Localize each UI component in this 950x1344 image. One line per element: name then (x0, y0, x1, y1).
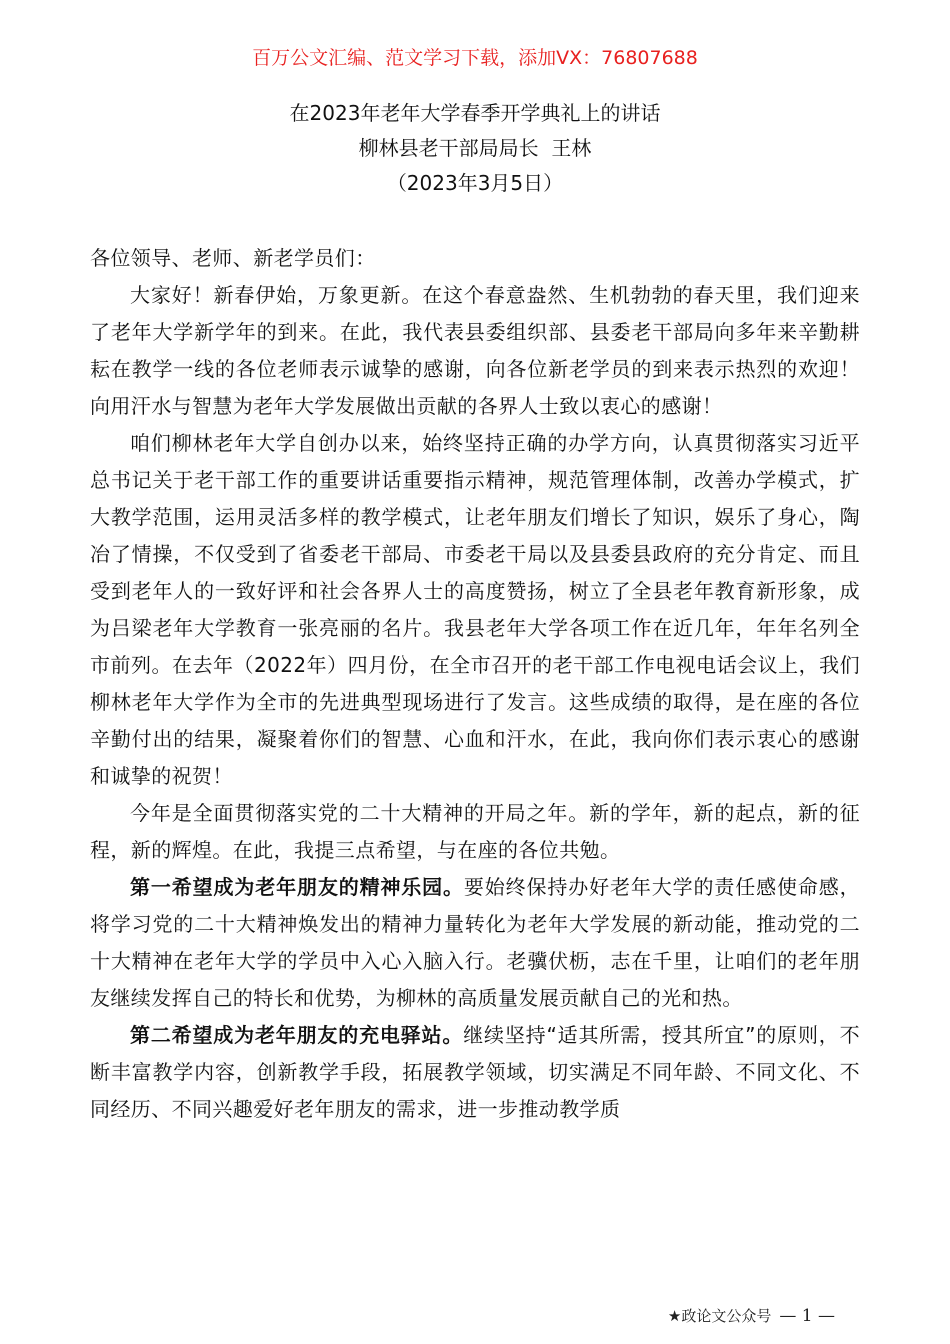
paragraph-3: 今年是全面贯彻落实党的二十大精神的开局之年。新的学年，新的起点，新的征程，新的辉煌。在此，我提三点希望，与在座的各位共勉。 (90, 801, 860, 862)
paragraph-5 (90, 1017, 860, 1128)
salutation: 各位领导、老师、新老学员们： (90, 246, 376, 270)
title-block (0, 96, 950, 201)
paragraph-2: 咱们柳林老年大学自创办以来，始终坚持正确的办学方向，认真贯彻落实习近平总书记关于老干部工作的重要讲话重要指示精神，规范管理体制，改善办学模式，扩大教学范围，运用灵活多样的教学模式，让老年朋友们增长了知识，娱乐了身心，陶冶了情操，不仅受到了省委老干部局、市委老干局以及县委县政府的充分肯定、而且受到老年人的一致好评和社会各界人士的高度赞扬，树立了全县老年教育新形象，成为吕梁老年大学教育一张亮丽的名片。我县老年大学各项工作在近几年，年年名列全市前列。在去年（2022年）四月份，在全市召开的老干部工作电视电话会议上，我们柳林老年大学作为全市的先进典型现场进行了发言。这些成绩的取得，是在座的各位辛勤付出的结果，凝聚着你们的智慧、心血和汗水，在此，我向你们表示衷心的感谢和诚挚的祝贺！ (90, 431, 860, 788)
paragraph-5-text: 继续坚持“适其所需，授其所宜”的原则，不断丰富教学内容，创新教学手段，拓展教学领域，切实满足不同年龄、不同文化、不同经历、不同兴趣爱好老年朋友的需求，进一步推动教学质 (90, 1023, 860, 1121)
header-banner: 百万公文汇编、范文学习下载，添加VX：76807688 (252, 47, 698, 69)
paragraph-5-heading: 第二希望成为老年朋友的充电驿站。 (130, 1023, 464, 1047)
paragraph-4-heading: 第一希望成为老年朋友的精神乐园。 (130, 875, 464, 899)
speaker-line: 柳林县老干部局局长 王林 (358, 136, 592, 160)
footer-source: ★政论文公众号 (667, 1307, 772, 1325)
paragraph-4-text: 要始终保持办好老年大学的责任感使命感，将学习党的二十大精神焕发出的精神力量转化为老年大学发展的新动能，推动党的二十大精神在老年大学的学员中入心入脑入行。老骥伏枥，志在千里，让咱们的老年朋友继续发挥自己的特长和优势，为柳林的高质量发展贡献自己的光和热。 (90, 875, 860, 1010)
speech-title: 在2023年老年大学春季开学典礼上的讲话 (289, 101, 661, 125)
speech-date: （2023年3月5日） (386, 171, 564, 195)
page-footer (668, 1306, 835, 1326)
page-number: — 1 — (779, 1306, 835, 1326)
speech-body (90, 240, 860, 1128)
paragraph-1: 大家好！新春伊始，万象更新。在这个春意盎然、生机勃勃的春天里，我们迎来了老年大学新学年的到来。在此，我代表县委组织部、县委老干部局向多年来辛勤耕耘在教学一线的各位老师表示诚挚的感谢，向各位新老学员的到来表示热烈的欢迎！向用汗水与智慧为老年大学发展做出贡献的各界人士致以衷心的感谢！ (90, 283, 860, 418)
paragraph-4 (90, 869, 860, 1017)
